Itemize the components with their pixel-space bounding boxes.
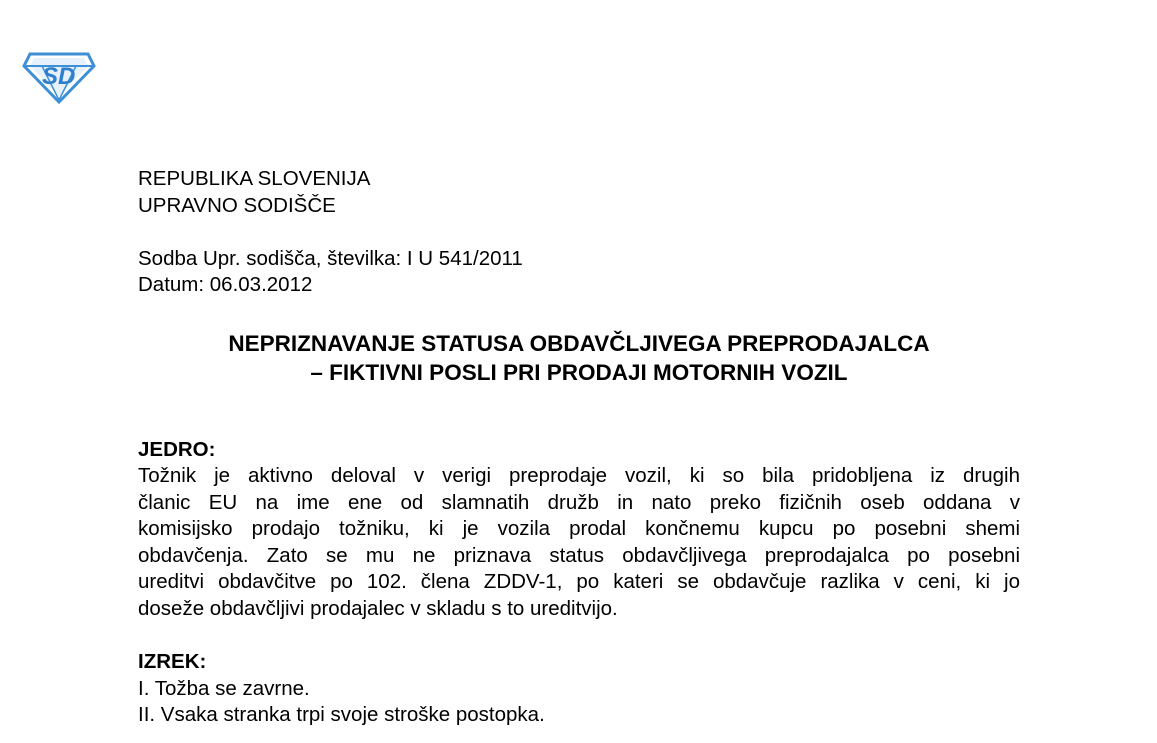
document-title <box>138 329 1020 387</box>
court-line: UPRAVNO SODIŠČE <box>138 193 336 217</box>
country-line: REPUBLIKA SLOVENIJA <box>138 167 371 190</box>
case-number-line: Sodba Upr. sodišča, številka: I U 541/2011 <box>138 246 523 270</box>
jedro-text <box>138 463 1020 622</box>
title-line-2: – FIKTIVNI POSLI PRI PRODAJI MOTORNIH VOZIL <box>310 359 848 385</box>
izrek-line: II. Vsaka stranka trpi svoje stroške postopka. <box>138 703 545 726</box>
izrek-heading: IZREK: <box>138 650 207 673</box>
court-diamond-logo-icon <box>22 48 96 104</box>
logo-letters: SD <box>42 63 76 90</box>
jedro-line: Tožnik je aktivno deloval v verigi preprodaje vozil, ki so bila pridobljena iz drugih <box>138 464 1020 487</box>
jedro-line: komisijsko prodajo tožniku, ki je vozila prodal končnemu kupcu po posebni shemi <box>138 517 1020 540</box>
jedro-line: ureditvi obdavčitve po 102. člena ZDDV-1, po kateri se obdavčuje razlika v ceni, ki jo <box>138 570 1020 593</box>
title-line-1: NEPRIZNAVANJE STATUSA OBDAVČLJIVEGA PREPRODAJALCA <box>228 330 930 356</box>
jedro-line: obdavčenja. Zato se mu ne priznava status obdavčljivega preprodajalca po posebni <box>138 543 1020 567</box>
jedro-line: članic EU na ime ene od slamnatih družb in nato preko fizičnih oseb oddana v <box>138 490 1020 514</box>
document-body <box>138 166 1020 729</box>
jedro-heading: JEDRO: <box>138 437 216 461</box>
izrek-line: I. Tožba se zavrne. <box>138 676 310 700</box>
jedro-line: doseže obdavčljivi prodajalec v skladu s to ureditvijo. <box>138 596 618 620</box>
date-line: Datum: 06.03.2012 <box>138 273 313 296</box>
